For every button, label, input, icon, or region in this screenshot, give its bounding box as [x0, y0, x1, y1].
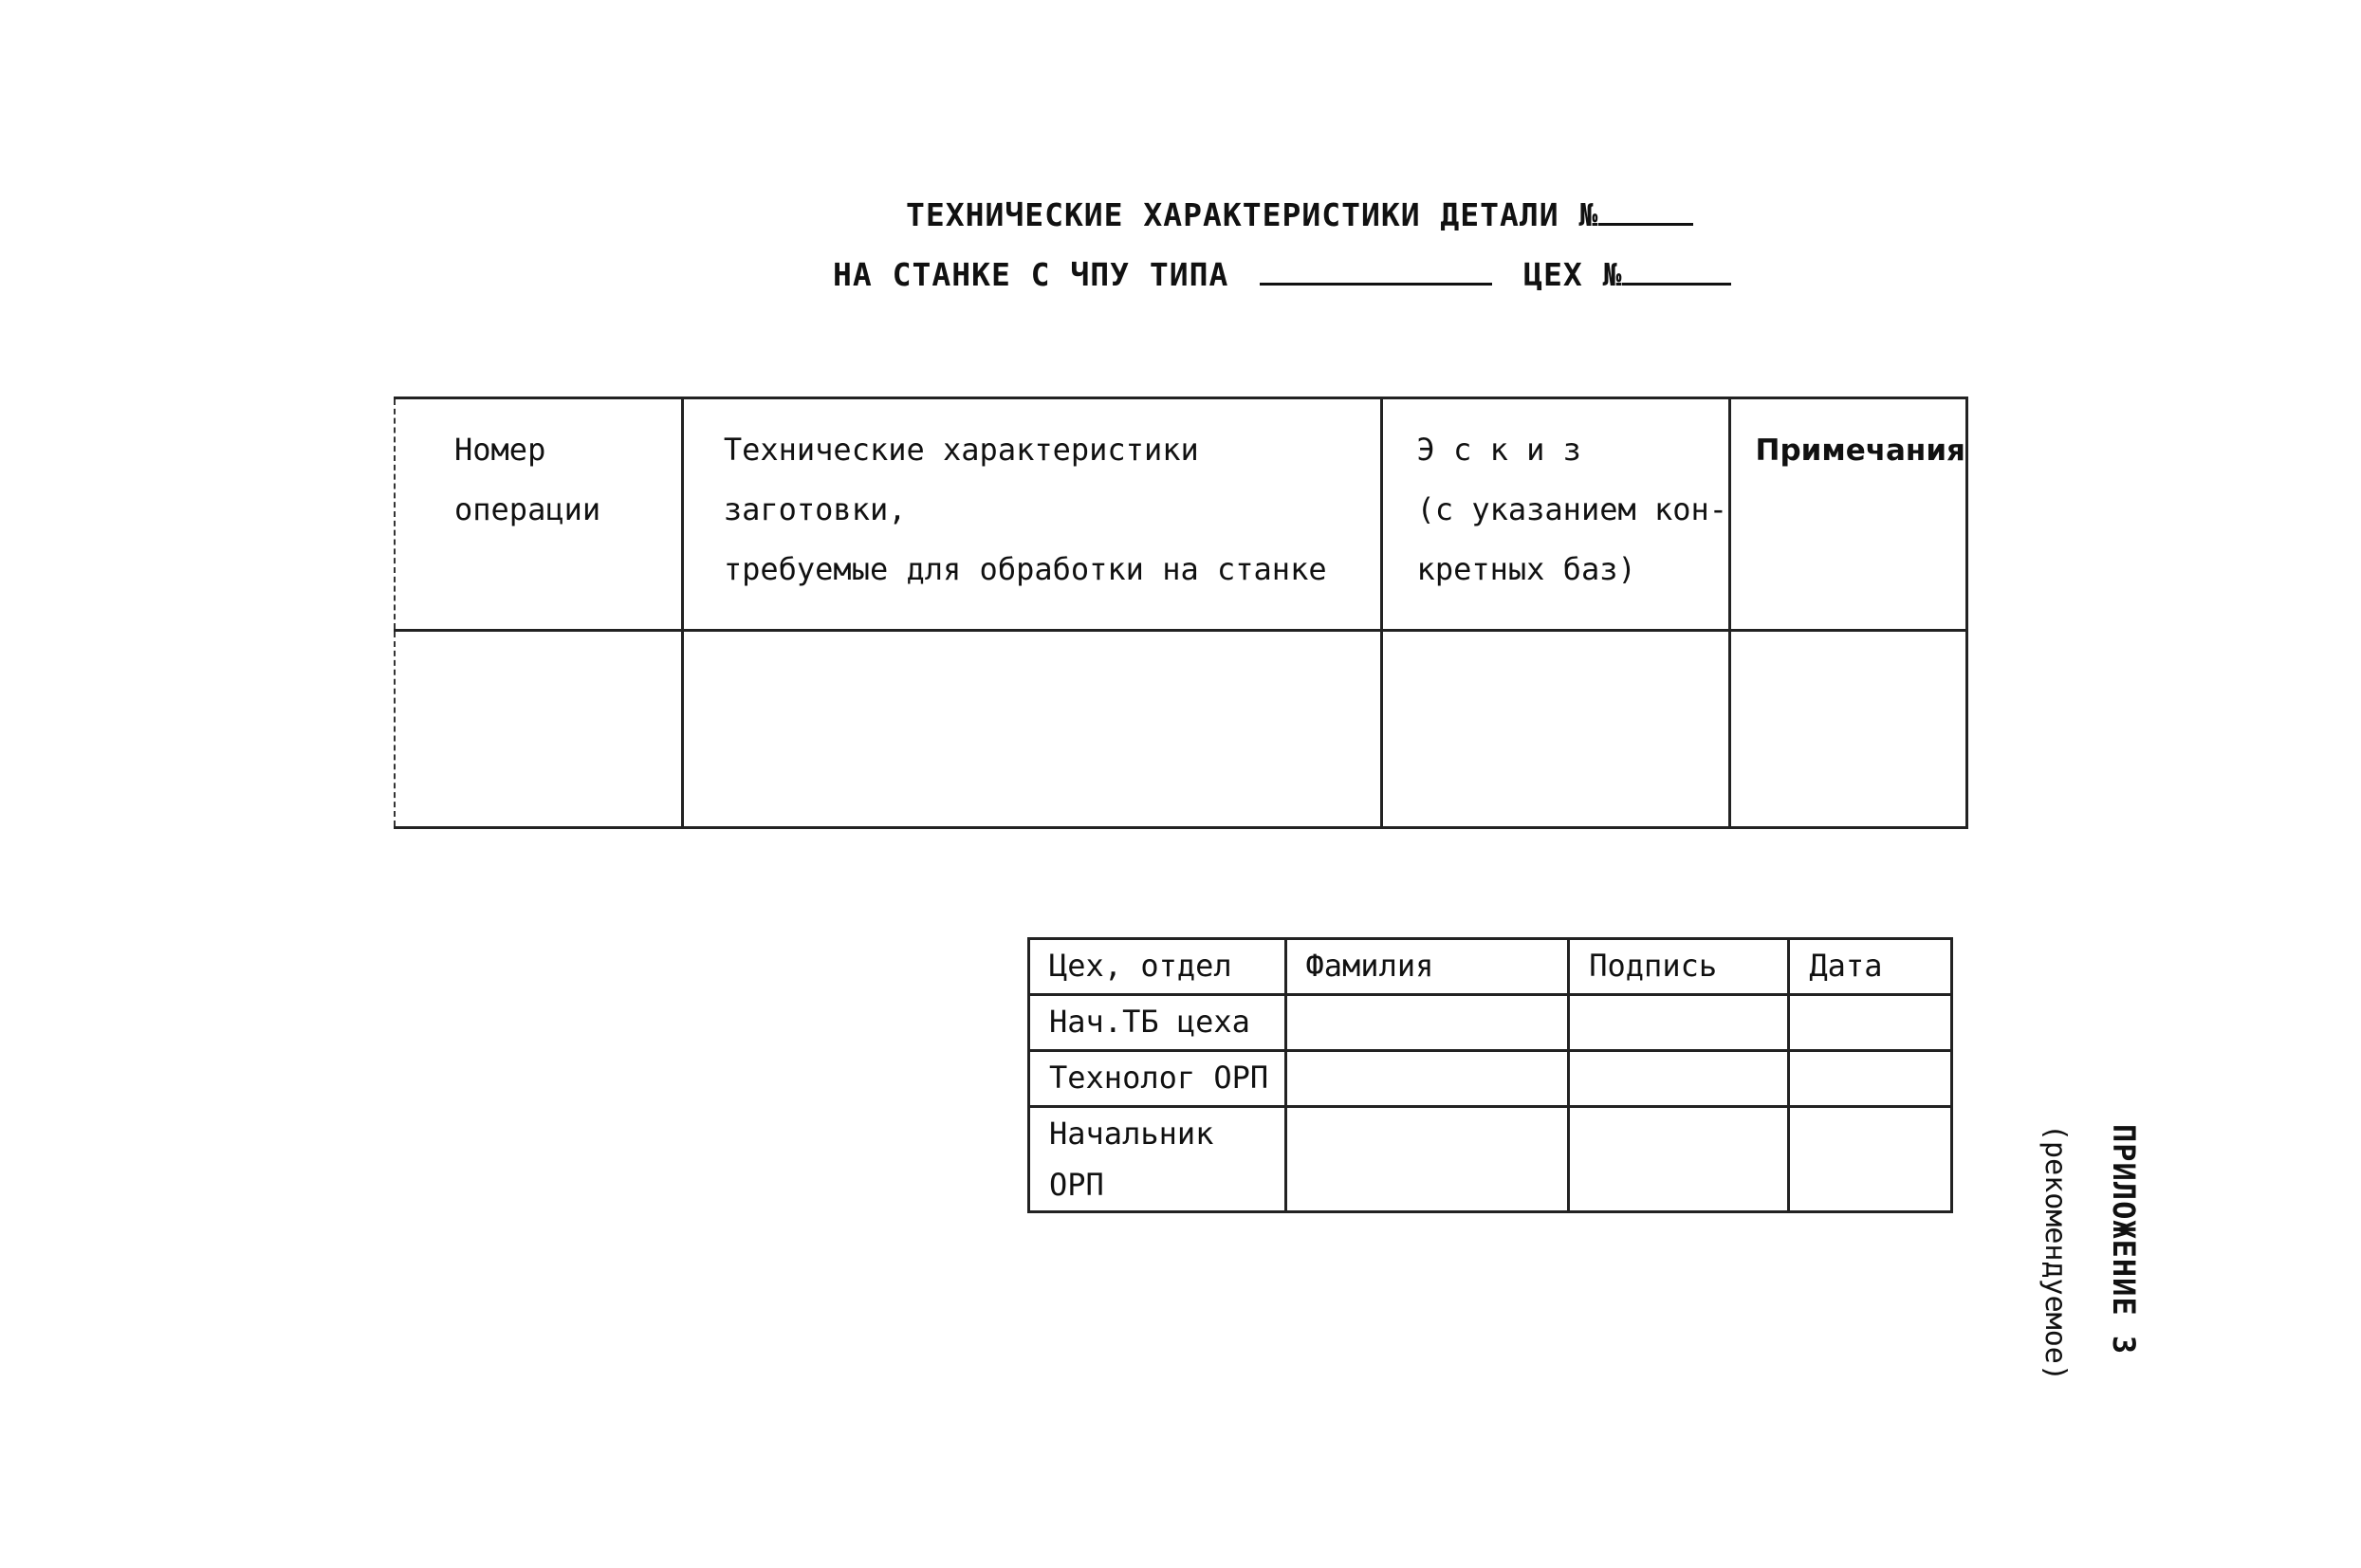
machine-type-blank: [1260, 254, 1492, 286]
characteristics-empty-row: [395, 631, 1967, 828]
detail-number-blank: [1598, 194, 1693, 226]
header-sketch: [1381, 398, 1729, 631]
approval-name-cell[interactable]: [1285, 995, 1569, 1051]
approval-date-cell[interactable]: [1789, 1051, 1952, 1107]
approval-signature-cell[interactable]: [1569, 1107, 1789, 1212]
approval-signature-cell[interactable]: [1569, 995, 1789, 1051]
approval-role: Нач.ТБ цеха: [1029, 995, 1286, 1051]
approval-header-row: [1029, 939, 1952, 995]
approval-date-cell[interactable]: [1789, 1107, 1952, 1212]
document-title-line-1: [906, 194, 1693, 233]
approval-header-name: Фамилия: [1285, 939, 1569, 995]
header-col3-line2: (с указанием кон-: [1416, 491, 1728, 527]
header-notes: [1729, 398, 1967, 631]
header-blank-characteristics: [682, 398, 1381, 631]
header-operation-number: [395, 398, 682, 631]
header-col2-line2: требуемые для обработки на станке: [723, 551, 1327, 587]
cell-operation-number[interactable]: [395, 631, 682, 828]
header-col3-line1: Э с к и з: [1416, 432, 1581, 468]
title-text-1: ТЕХНИЧЕСКИЕ ХАРАКТЕРИСТИКИ ДЕТАЛИ №: [906, 196, 1599, 233]
approval-role: Начальник ОРП: [1029, 1107, 1286, 1212]
approval-row: [1029, 995, 1952, 1051]
cell-notes[interactable]: [1729, 631, 1967, 828]
approval-signature-cell[interactable]: [1569, 1051, 1789, 1107]
header-col2-line1: Технические характеристики заготовки,: [723, 432, 1199, 527]
header-col4-text: Примечания: [1755, 434, 1965, 468]
appendix-title: ПРИЛОЖЕНИЕ 3: [2106, 1124, 2142, 1356]
appendix-label: [2038, 1124, 2142, 1381]
approval-row: [1029, 1051, 1952, 1107]
cell-blank-characteristics[interactable]: [682, 631, 1381, 828]
header-col1-line1: Номер: [454, 432, 546, 468]
title-text-2a: НА СТАНКЕ С ЧПУ ТИПА: [833, 256, 1229, 293]
approval-date-cell[interactable]: [1789, 995, 1952, 1051]
header-col3-line3: кретных баз): [1416, 551, 1636, 587]
characteristics-header-row: [395, 398, 1967, 631]
title-text-2b: ЦЕХ №: [1523, 256, 1623, 293]
approval-table: [1027, 937, 1953, 1213]
approval-header-date: Дата: [1789, 939, 1952, 995]
approval-row: [1029, 1107, 1952, 1212]
characteristics-table: [394, 397, 1968, 829]
header-col1-line2: операции: [454, 491, 601, 527]
approval-role: Технолог ОРП: [1029, 1051, 1286, 1107]
approval-name-cell[interactable]: [1285, 1051, 1569, 1107]
workshop-number-blank: [1622, 254, 1731, 286]
approval-header-signature: Подпись: [1569, 939, 1789, 995]
approval-header-dept: Цех, отдел: [1029, 939, 1286, 995]
approval-name-cell[interactable]: [1285, 1107, 1569, 1212]
cell-sketch[interactable]: [1381, 631, 1729, 828]
document-title-line-2: [833, 254, 1731, 293]
appendix-subtitle: (рекомендуемое): [2038, 1124, 2072, 1381]
